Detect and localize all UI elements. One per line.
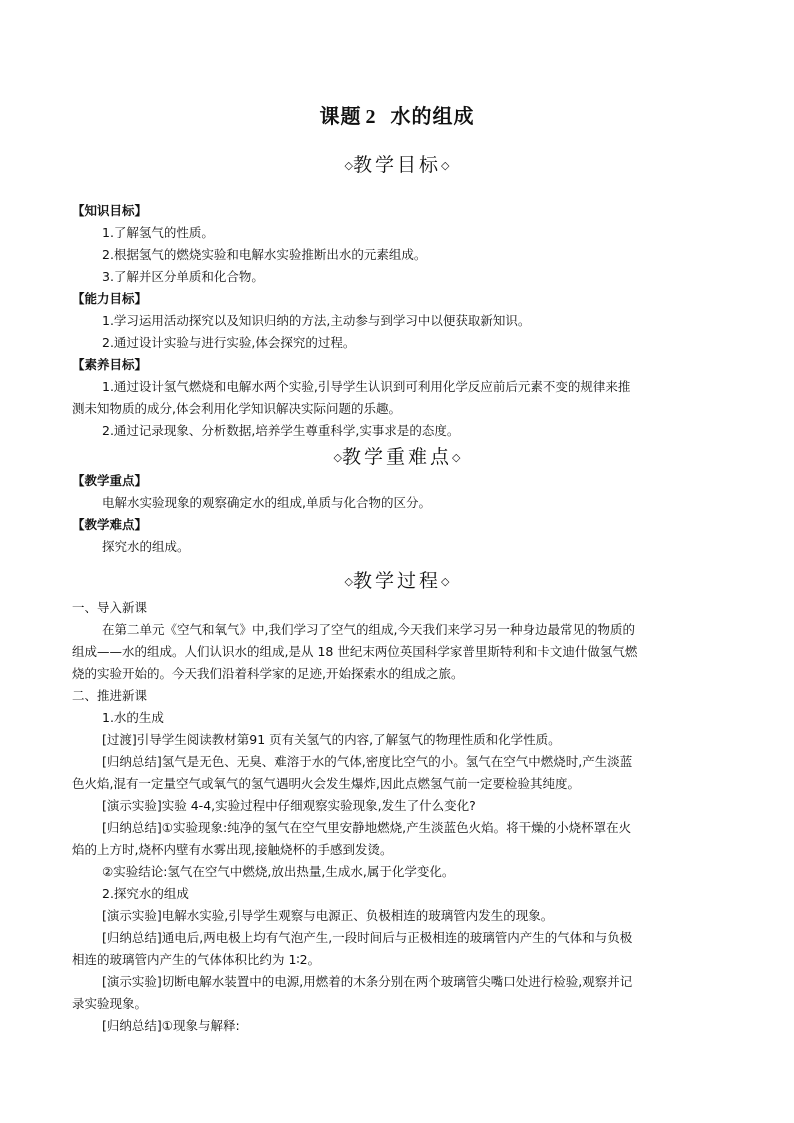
title-number: 2 bbox=[365, 106, 377, 128]
section-heading-goals bbox=[0, 150, 794, 177]
paragraph-line: [归纳总结]氢气是无色、无臭、难溶于水的气体,密度比空气的小。氢气在空气中燃烧时,产生淡蓝 bbox=[102, 754, 633, 769]
diamond-icon: ◇ bbox=[452, 451, 461, 464]
literacy-item: 2.通过记录现象、分析数据,培养学生尊重科学,实事求是的态度。 bbox=[102, 423, 460, 438]
section-heading-text: 教学过程 bbox=[352, 570, 441, 592]
difficulty-heading: 【教学难点】 bbox=[72, 517, 148, 532]
subheading: 1.水的生成 bbox=[102, 710, 164, 725]
ability-item: 1.学习运用活动探究以及知识归纳的方法,主动参与到学习中以便获取新知识。 bbox=[102, 313, 531, 328]
diamond-icon: ◇ bbox=[333, 451, 342, 464]
paragraph-line: [归纳总结]①实验现象:纯净的氢气在空气里安静地燃烧,产生淡蓝色火焰。将干燥的小烧杯罩在火 bbox=[102, 820, 632, 835]
paragraph-line: 焰的上方时,烧杯内壁有水雾出现,接触烧杯的手感到发烫。 bbox=[72, 842, 393, 857]
diamond-icon: ◇ bbox=[344, 159, 353, 172]
difficulty-text: 探究水的组成。 bbox=[102, 539, 190, 554]
diamond-icon: ◇ bbox=[441, 159, 450, 172]
paragraph-line: 录实验现象。 bbox=[72, 996, 148, 1011]
section-heading-text: 教学目标 bbox=[352, 154, 441, 176]
knowledge-item: 1.了解氢气的性质。 bbox=[102, 225, 214, 240]
paragraph-line: 烧的实验开始的。今天我们沿着科学家的足迹,开始探索水的组成之旅。 bbox=[72, 666, 464, 681]
ability-item: 2.通过设计实验与进行实验,体会探究的过程。 bbox=[102, 335, 356, 350]
paragraph-line: 组成——水的组成。人们认识水的组成,是从 18 世纪末两位英国科学家普里斯特利和卡文迪什做氢气燃 bbox=[72, 644, 638, 659]
literacy-goals-heading: 【素养目标】 bbox=[72, 357, 148, 372]
literacy-item-cont: 测未知物质的成分,体会利用化学知识解决实际问题的乐趣。 bbox=[72, 401, 401, 416]
ability-goals-heading: 【能力目标】 bbox=[72, 291, 148, 306]
paragraph-line: [演示实验]实验 4-4,实验过程中仔细观察实验现象,发生了什么变化? bbox=[102, 798, 476, 813]
section-heading-text: 教学重难点 bbox=[341, 446, 452, 468]
diamond-icon: ◇ bbox=[344, 575, 353, 588]
paragraph-line: ②实验结论:氢气在空气中燃烧,放出热量,生成水,属于化学变化。 bbox=[102, 864, 455, 879]
key-point-text: 电解水实验现象的观察确定水的组成,单质与化合物的区分。 bbox=[102, 495, 431, 510]
literacy-item: 1.通过设计氢气燃烧和电解水两个实验,引导学生认识到可利用化学反应前后元素不变的规律来推 bbox=[102, 379, 631, 394]
paragraph-line: 在第二单元《空气和氧气》中,我们学习了空气的组成,今天我们来学习另一种身边最常见的物质的 bbox=[102, 622, 635, 637]
section-heading-process bbox=[0, 566, 794, 593]
lesson-title bbox=[0, 100, 794, 129]
process-heading-intro: 一、导入新课 bbox=[72, 600, 148, 615]
title-prefix: 课题 bbox=[319, 104, 362, 128]
section-heading-keypoints bbox=[0, 442, 794, 469]
paragraph-line: 相连的玻璃管内产生的气体体积比约为 1∶2。 bbox=[72, 952, 321, 967]
paragraph-line: [归纳总结]通电后,两电极上均有气泡产生,一段时间后与正极相连的玻璃管内产生的气体和与负极 bbox=[102, 930, 633, 945]
title-topic: 水的组成 bbox=[390, 104, 475, 128]
paragraph-line: [演示实验]电解水实验,引导学生观察与电源正、负极相连的玻璃管内发生的现象。 bbox=[102, 908, 554, 923]
diamond-icon: ◇ bbox=[441, 575, 450, 588]
process-heading-new: 二、推进新课 bbox=[72, 688, 148, 703]
paragraph-line: [归纳总结]①现象与解释: bbox=[102, 1018, 240, 1033]
key-point-heading: 【教学重点】 bbox=[72, 473, 148, 488]
knowledge-item: 3.了解并区分单质和化合物。 bbox=[102, 269, 264, 284]
knowledge-item: 2.根据氢气的燃烧实验和电解水实验推断出水的元素组成。 bbox=[102, 247, 427, 262]
knowledge-goals-heading: 【知识目标】 bbox=[72, 203, 148, 218]
paragraph-line: 色火焰,混有一定量空气或氧气的氢气遇明火会发生爆炸,因此点燃氢气前一定要检验其纯度。 bbox=[72, 776, 580, 791]
paragraph-line: [过渡]引导学生阅读教材第91 页有关氢气的内容,了解氢气的物理性质和化学性质。 bbox=[102, 732, 561, 747]
subheading: 2.探究水的组成 bbox=[102, 886, 189, 901]
paragraph-line: [演示实验]切断电解水装置中的电源,用燃着的木条分别在两个玻璃管尖嘴口处进行检验,观察并记 bbox=[102, 974, 633, 989]
